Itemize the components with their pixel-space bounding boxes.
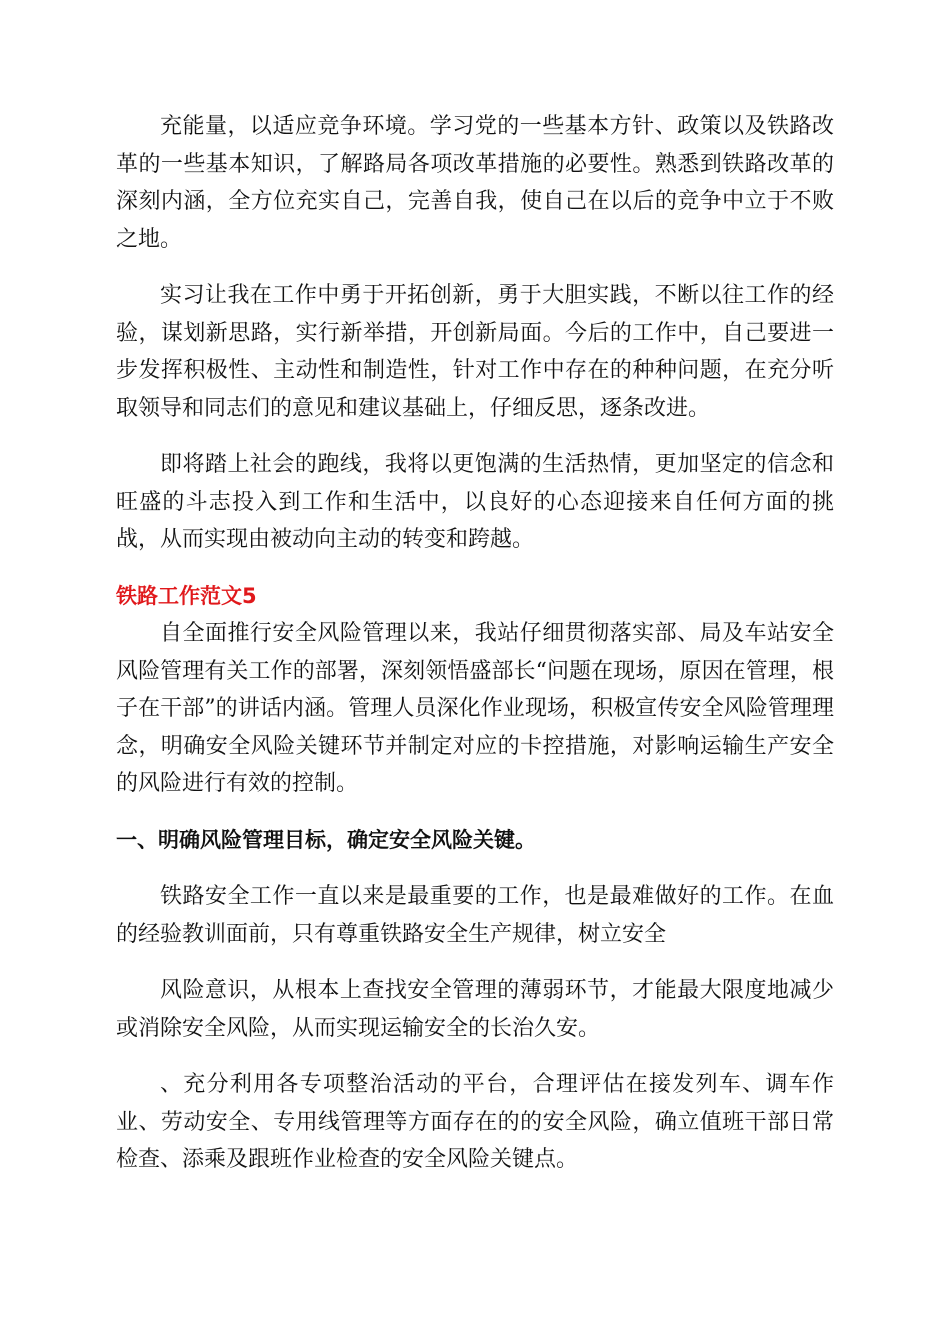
paragraph-4: 自全面推行安全风险管理以来，我站仔细贯彻落实部、局及车站安全风险管理有关工作的部署，深刻领悟盛部长“问题在现场，原因在管理，根子在干部”的讲话内涵。管理人员深化作业现场，积极宣传安全风险管理理念，明确安全风险关键环节并制定对应的卡控措施，对影响运输生产安全的风险进行有效的控制。 <box>116 621 834 796</box>
paragraph-1: 充能量，以适应竞争环境。学习党的一些基本方针、政策以及铁路改革的一些基本知识，了解路局各项改革措施的必要性。熟悉到铁路改革的深刻内涵，全方位充实自己，完善自我，使自己在以后的竞争中立于不败之地。 <box>116 114 834 252</box>
paragraph-6: 风险意识，从根本上查找安全管理的薄弱环节，才能最大限度地减少或消除安全风险，从而实现运输安全的长治久安。 <box>116 978 834 1041</box>
document-body <box>116 108 834 1179</box>
paragraph-3: 即将踏上社会的跑线，我将以更饱满的生活热情，更加坚定的信念和旺盛的斗志投入到工作和生活中，以良好的心态迎接来自任何方面的挑战，从而实现由被动向主动的转变和跨越。 <box>116 452 834 552</box>
subheading-1: 一、明确风险管理目标，确定安全风险关键。 <box>116 827 536 852</box>
paragraph-5: 铁路安全工作一直以来是最重要的工作，也是最难做好的工作。在血的经验教训面前，只有尊重铁路安全生产规律，树立安全 <box>116 884 834 947</box>
paragraph-7: 、充分利用各专项整治活动的平台，合理评估在接发列车、调车作业、劳动安全、专用线管理等方面存在的的安全风险，确立值班干部日常检查、添乘及跟班作业检查的安全风险关键点。 <box>116 1072 834 1172</box>
section-title: 铁路工作范文5 <box>116 583 257 608</box>
paragraph-2: 实习让我在工作中勇于开拓创新，勇于大胆实践，不断以往工作的经验，谋划新思路，实行新举措，开创新局面。今后的工作中，自己要进一步发挥积极性、主动性和制造性，针对工作中存在的种种问题，在充分听取领导和同志们的意见和建议基础上，仔细反思，逐条改进。 <box>116 283 834 421</box>
